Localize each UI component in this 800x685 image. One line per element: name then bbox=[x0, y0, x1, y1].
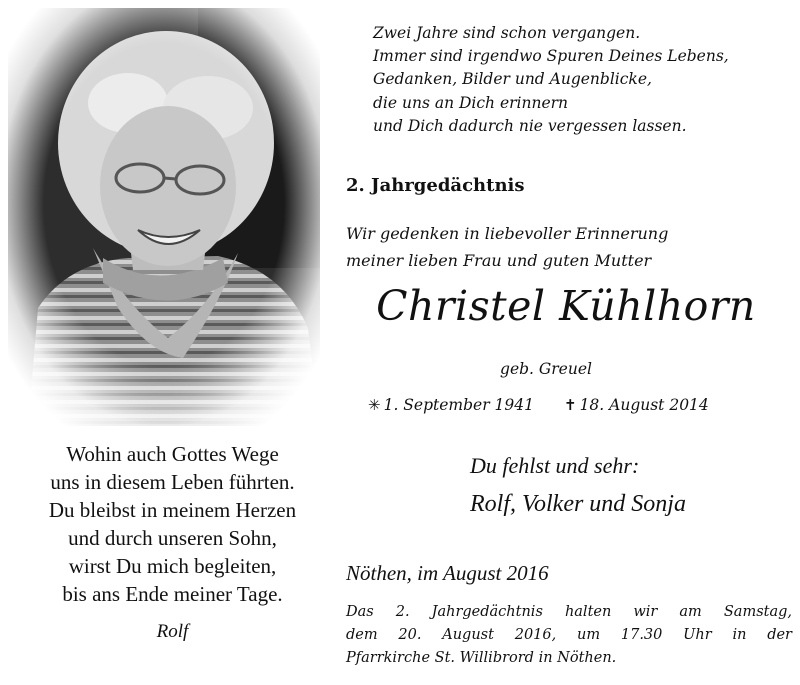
poem-line: bis ans Ende meiner Tage. bbox=[62, 582, 283, 606]
poem-line: Gedanken, Bilder und Augenblicke, bbox=[373, 70, 652, 89]
life-dates bbox=[368, 396, 709, 414]
poem-line: und durch unseren Sohn, bbox=[68, 526, 277, 550]
husband-poem bbox=[0, 440, 345, 608]
intro-line: meiner lieben Frau und guten Mutter bbox=[346, 251, 652, 270]
place-and-date: Nöthen, im August 2016 bbox=[346, 561, 549, 585]
death-cross-icon: ✝ bbox=[563, 396, 577, 414]
poem-line: die uns an Dich erinnern bbox=[373, 93, 569, 112]
poem-line: Wohin auch Gottes Wege bbox=[66, 442, 279, 466]
poem-line: Du bleibst in meinem Herzen bbox=[48, 498, 297, 522]
notice-line: Das 2. Jahrgedächtnis halten wir am Samstag, bbox=[346, 604, 792, 620]
maiden-name: geb. Greuel bbox=[500, 360, 592, 378]
memorial-poem bbox=[373, 22, 793, 138]
notice-line: Pfarrkirche St. Willibrord in Nöthen. bbox=[346, 650, 617, 666]
poem-line: Immer sind irgendwo Spuren Deines Lebens, bbox=[373, 47, 729, 66]
poem-line: uns in diesem Leben führten. bbox=[50, 470, 295, 494]
birth-star-icon: ✳ bbox=[368, 396, 381, 414]
service-notice bbox=[346, 601, 792, 670]
anniversary-heading: 2. Jahrgedächtnis bbox=[346, 175, 525, 196]
poem-line: wirst Du mich begleiten, bbox=[68, 554, 277, 578]
death-date: 18. August 2014 bbox=[579, 396, 709, 414]
poem-line: Zwei Jahre sind schon vergangen. bbox=[373, 24, 641, 42]
notice-line: dem 20. August 2016, um 17.30 Uhr in der bbox=[346, 627, 792, 643]
poem-signature: Rolf bbox=[156, 621, 189, 642]
deceased-name: Christel Kühlhorn bbox=[376, 282, 756, 330]
poem-line: und Dich dadurch nie vergessen lassen. bbox=[373, 116, 687, 135]
intro-line: Wir gedenken in liebevoller Erinnerung bbox=[346, 224, 669, 243]
missed-by-line: Du fehlst und sehr: bbox=[470, 453, 640, 478]
birth-date: 1. September 1941 bbox=[383, 396, 534, 414]
portrait-photo bbox=[8, 8, 320, 426]
remembrance-intro bbox=[346, 220, 668, 274]
mourners-names: Rolf, Volker und Sonja bbox=[470, 491, 686, 517]
